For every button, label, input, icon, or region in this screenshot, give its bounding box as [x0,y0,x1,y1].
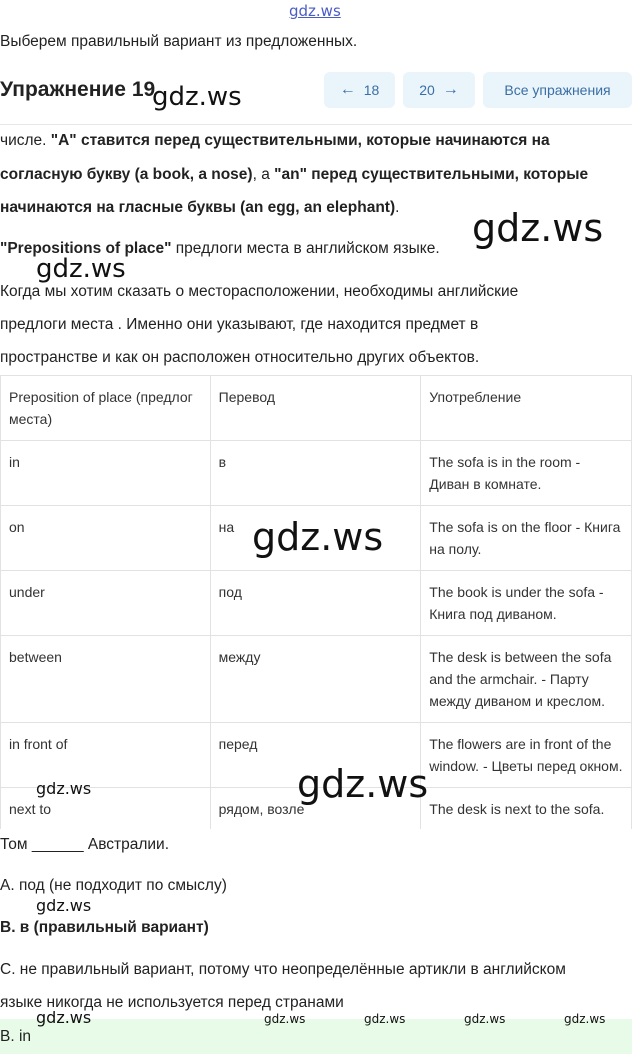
header-divider [0,124,632,125]
table-cell: The desk is next to the sofa. [421,788,632,830]
table-cell: between [1,636,211,723]
answer-text: B. in [0,1028,32,1045]
table-cell: рядом, возле [210,788,421,830]
table-cell: in [1,441,211,506]
prepositions-text: предлоги места в английском языке. [171,240,440,257]
all-exercises-button[interactable] [483,72,632,108]
watermark-link[interactable]: gdz.ws [289,2,341,20]
articles-line-1 [0,132,550,150]
table-cell: перед [210,723,421,788]
prepositions-table-wrap[interactable] [0,375,632,829]
watermark: gdz.ws [36,254,126,284]
table-cell: на [210,506,421,571]
table-cell: под [210,571,421,636]
table-cell: в [210,441,421,506]
table-header: Preposition of place (предлог места) [1,376,211,441]
prev-exercise-button[interactable] [324,72,395,108]
table-header-row [1,376,632,441]
answer-bar [0,1019,632,1054]
prev-exercise-label: 18 [363,82,380,98]
watermark: gdz.ws [36,1008,92,1027]
option-a: A. под (не подходит по смыслу) [0,877,227,894]
watermark: gdz.ws [464,1012,506,1026]
watermark: gdz.ws [36,896,92,915]
articles-text: , а [252,166,275,183]
table-cell: между [210,636,421,723]
table-cell: The book is under the sofa - Книга под диваном. [421,571,632,636]
intro-text: Выберем правильный вариант из предложенных. [0,33,358,50]
exercise-title: Упражнение 19 [0,78,156,101]
question-text: Том ______ Австралии. [0,836,170,853]
articles-text: . [395,199,400,216]
articles-line-3 [0,199,399,217]
option-b: B. в (правильный вариант) [0,919,209,936]
prepositions-term: "Prepositions of place" [0,240,172,257]
prepositions-line-3: предлоги места . Именно они указывают, где находится предмет в [0,316,479,333]
next-exercise-button[interactable] [403,72,475,108]
table-header: Перевод [210,376,421,441]
watermark: gdz.ws [152,82,242,112]
prepositions-table [0,375,632,829]
table-cell: under [1,571,211,636]
table-cell: next to [1,788,211,830]
table-cell: The desk is between the sofa and the armchair. - Парту между диваном и креслом. [421,636,632,723]
arrow-right-icon: → [442,81,459,98]
table-row [1,571,632,636]
table-row [1,441,632,506]
watermark: gdz.ws [472,206,604,250]
arrow-left-icon: ← [339,81,356,98]
watermark: gdz.ws [297,762,429,806]
prepositions-line-4: пространстве и как он расположен относительно других объектов. [0,349,480,366]
table-cell: The sofa is in the room - Диван в комнате. [421,441,632,506]
next-exercise-label: 20 [419,82,435,98]
option-c-line-1: C. не правильный вариант, потому что неопределённые артикли в английском [0,961,566,978]
articles-line-2 [0,166,588,184]
watermark: gdz.ws [264,1012,306,1026]
watermark: gdz.ws [252,515,384,559]
prepositions-line-2: Когда мы хотим сказать о месторасположении, необходимы английские [0,283,519,300]
watermark: gdz.ws [36,779,92,798]
watermark: gdz.ws [564,1012,606,1026]
table-row [1,636,632,723]
table-cell: in front of [1,723,211,788]
articles-text-bold: согласную букву (a book, a nose) [0,166,253,183]
table-cell: on [1,506,211,571]
articles-text-bold: "A" ставится перед существительными, которые начинаются на [50,132,550,149]
table-cell: The flowers are in front of the window. - Цветы перед окном. [421,723,632,788]
all-exercises-label: Все упражнения [504,82,611,98]
articles-text: числе. [0,132,51,149]
option-c-line-2: языке никогда не используется перед странами [0,994,344,1011]
watermark: gdz.ws [364,1012,406,1026]
table-cell: The sofa is on the floor - Книга на полу. [421,506,632,571]
table-header: Употребление [421,376,632,441]
articles-text-bold: начинаются на гласные буквы (an egg, an elephant) [0,199,396,216]
articles-text-bold: "an" перед существительными, которые [274,166,589,183]
